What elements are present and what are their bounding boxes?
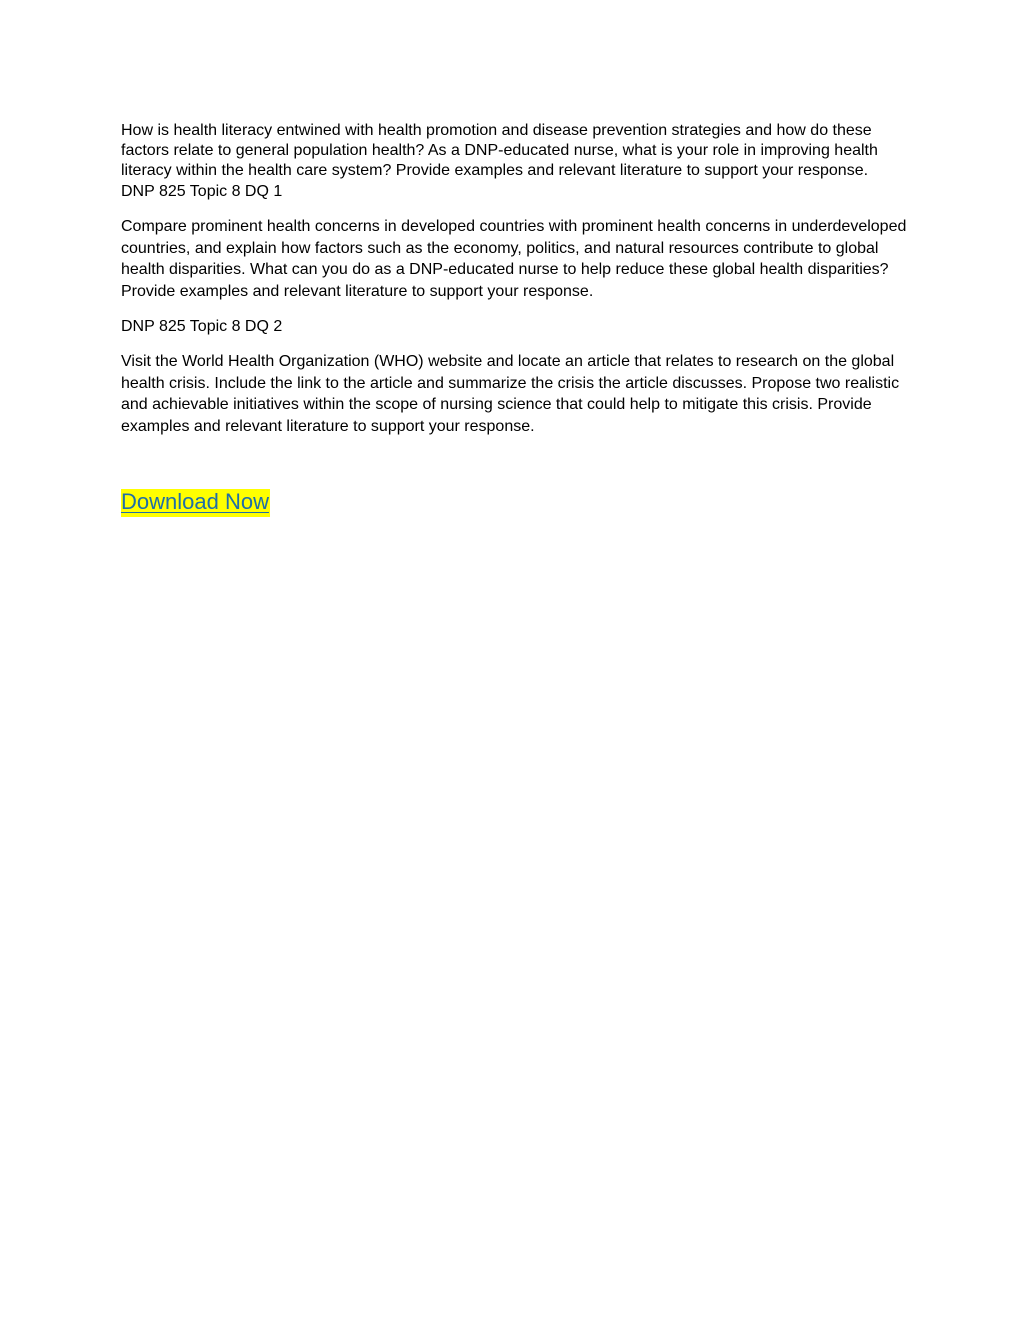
- download-now-link[interactable]: Download Now: [121, 488, 269, 514]
- intro-question: How is health literacy entwined with health promotion and disease prevention strategies and how do these factors relate to general population health? As a DNP-educated nurse, what is your role in improving health literacy within the health care system? Provide examples and relevant literature to support your response.: [121, 122, 878, 180]
- dq1-text: Compare prominent health concerns in developed countries with prominent health concerns in underdeveloped countries, and explain how factors such as the economy, politics, and natural resources contribute to global health disparities. What can you do as a DNP-educated nurse to help reduce these global health disparities? Provide examples and relevant literature to support your response.: [121, 217, 907, 301]
- dq2-text: Visit the World Health Organization (WHO) website and locate an article that relates to research on the global health crisis. Include the link to the article and summarize the crisis the article discusses. Propose two realistic and achievable initiatives within the scope of nursing science that could help to mitigate this crisis. Provide examples and relevant literature to support your response.: [121, 352, 900, 436]
- dq1-heading: DNP 825 Topic 8 DQ 1: [121, 182, 283, 200]
- spacer: [121, 303, 911, 316]
- document-content: [121, 121, 911, 517]
- spacer: [121, 202, 911, 216]
- spacer: [121, 438, 911, 489]
- dq2-heading: DNP 825 Topic 8 DQ 2: [121, 318, 283, 335]
- download-highlight: [121, 489, 270, 517]
- spacer: [121, 338, 911, 351]
